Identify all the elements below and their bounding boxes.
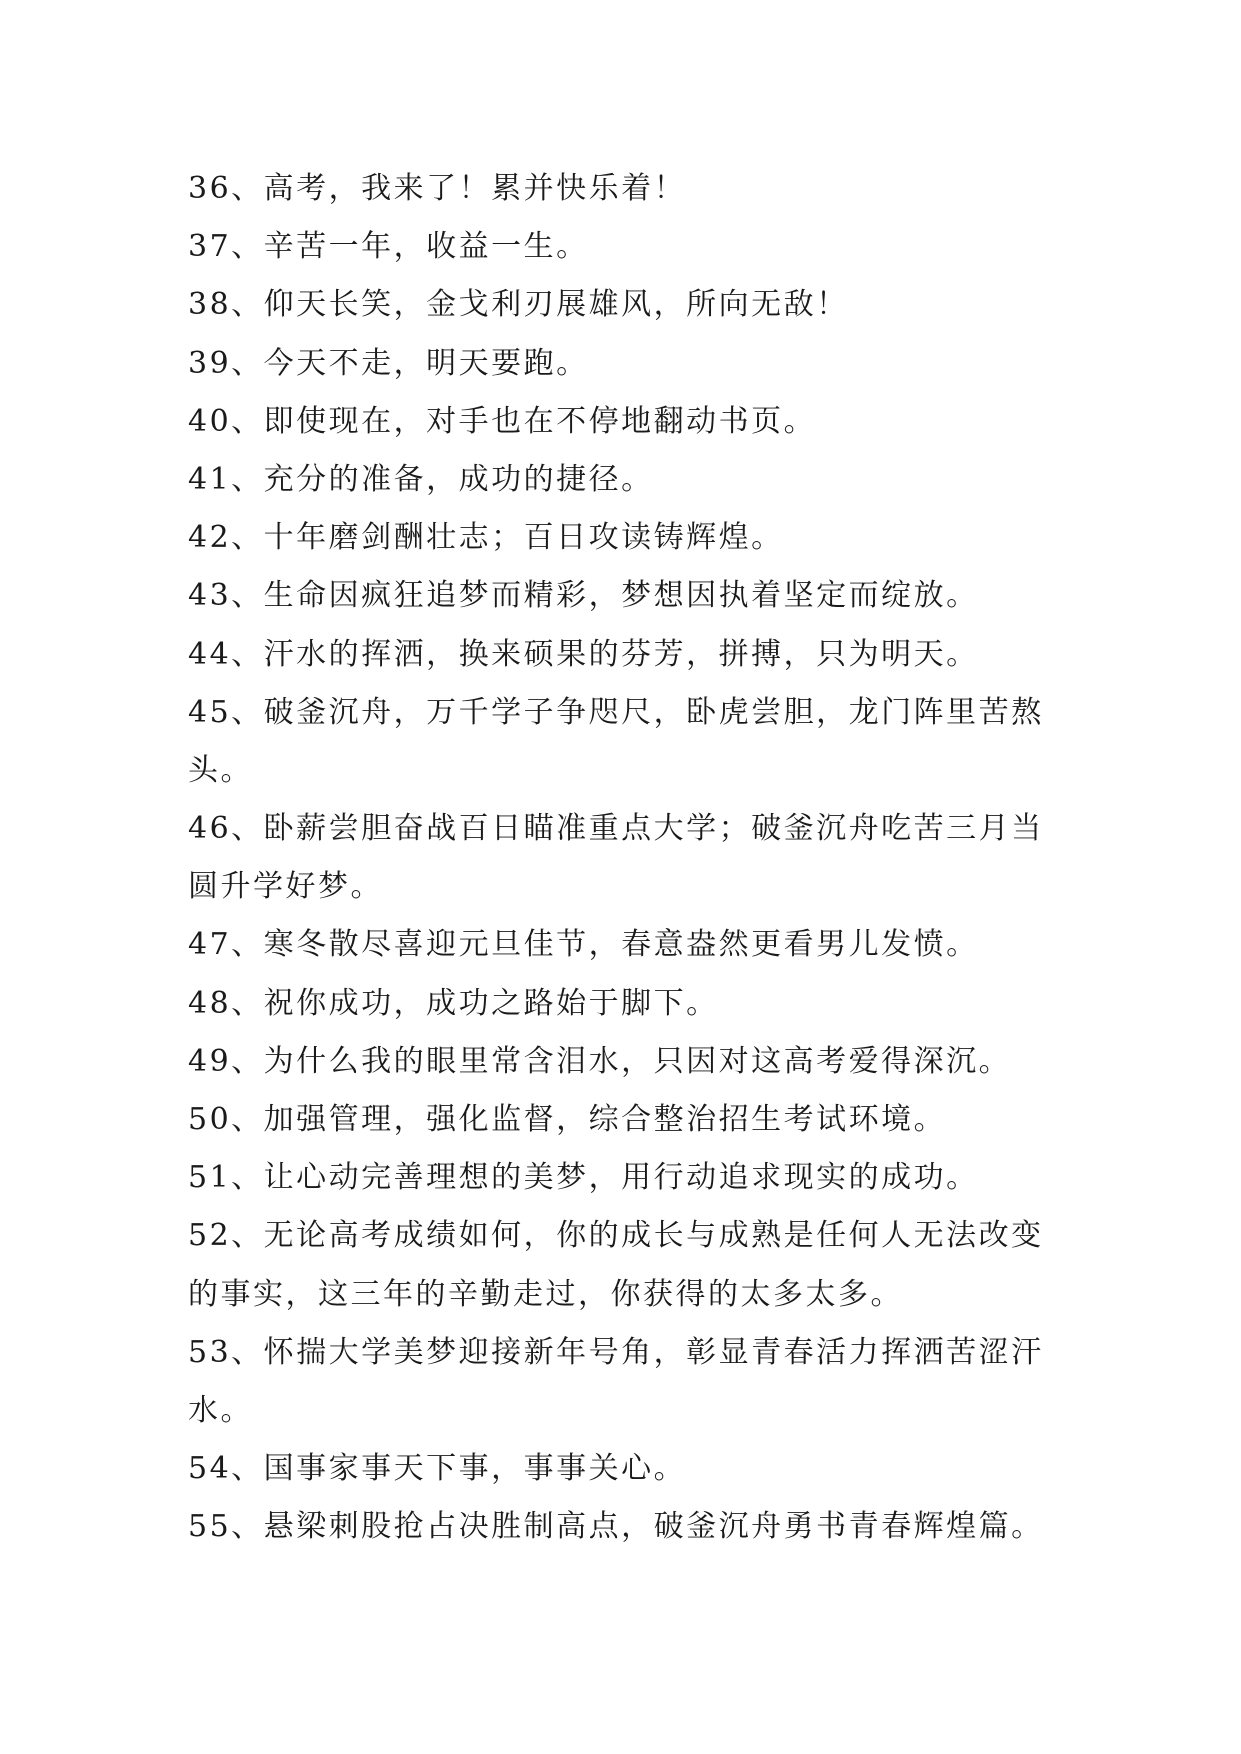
text-line-46-cont: 圆升学好梦。	[188, 869, 383, 905]
text-line-53: 53、怀揣大学美梦迎接新年号角，彰显青春活力挥洒苦涩汗	[188, 1334, 1044, 1370]
text-line-41: 41、充分的准备，成功的捷径。	[188, 461, 654, 497]
text-line-52-cont: 的事实，这三年的辛勤走过，你获得的太多太多。	[188, 1276, 903, 1312]
text-line-37: 37、辛苦一年，收益一生。	[188, 229, 589, 265]
text-line-45-cont: 头。	[188, 752, 253, 788]
text-line-42: 42、十年磨剑酬壮志；百日攻读铸辉煌。	[188, 520, 784, 556]
text-line-45: 45、破釜沉舟，万千学子争咫尺，卧虎尝胆，龙门阵里苦熬	[188, 694, 1044, 730]
text-line-53-cont: 水。	[188, 1392, 253, 1428]
text-line-47: 47、寒冬散尽喜迎元旦佳节，春意盎然更看男儿发愤。	[188, 927, 979, 963]
document-body	[188, 160, 1068, 1557]
text-line-51: 51、让心动完善理想的美梦，用行动追求现实的成功。	[188, 1160, 979, 1196]
text-line-39: 39、今天不走，明天要跑。	[188, 345, 589, 381]
text-line-43: 43、生命因疯狂追梦而精彩，梦想因执着坚定而绽放。	[188, 578, 979, 614]
text-line-49: 49、为什么我的眼里常含泪水，只因对这高考爱得深沉。	[188, 1043, 1012, 1079]
text-line-54: 54、国事家事天下事，事事关心。	[188, 1451, 687, 1487]
text-line-50: 50、加强管理，强化监督，综合整治招生考试环境。	[188, 1102, 947, 1137]
text-line-36: 36、高考，我来了！累并快乐着！	[188, 171, 687, 206]
text-line-52: 52、无论高考成绩如何，你的成长与成熟是任何人无法改变	[188, 1218, 1044, 1254]
text-line-40: 40、即使现在，对手也在不停地翻动书页。	[188, 403, 817, 439]
text-line-48: 48、祝你成功，成功之路始于脚下。	[188, 985, 719, 1021]
text-line-44: 44、汗水的挥洒，换来硕果的芬芳，拼搏，只为明天。	[188, 636, 979, 672]
text-line-46: 46、卧薪尝胆奋战百日瞄准重点大学；破釜沉舟吃苦三月当	[188, 811, 1044, 847]
text-line-38: 38、仰天长笑，金戈利刃展雄风，所向无敌！	[188, 287, 849, 323]
text-line-55: 55、悬梁刺股抢占决胜制高点，破釜沉舟勇书青春辉煌篇。	[188, 1509, 1044, 1545]
